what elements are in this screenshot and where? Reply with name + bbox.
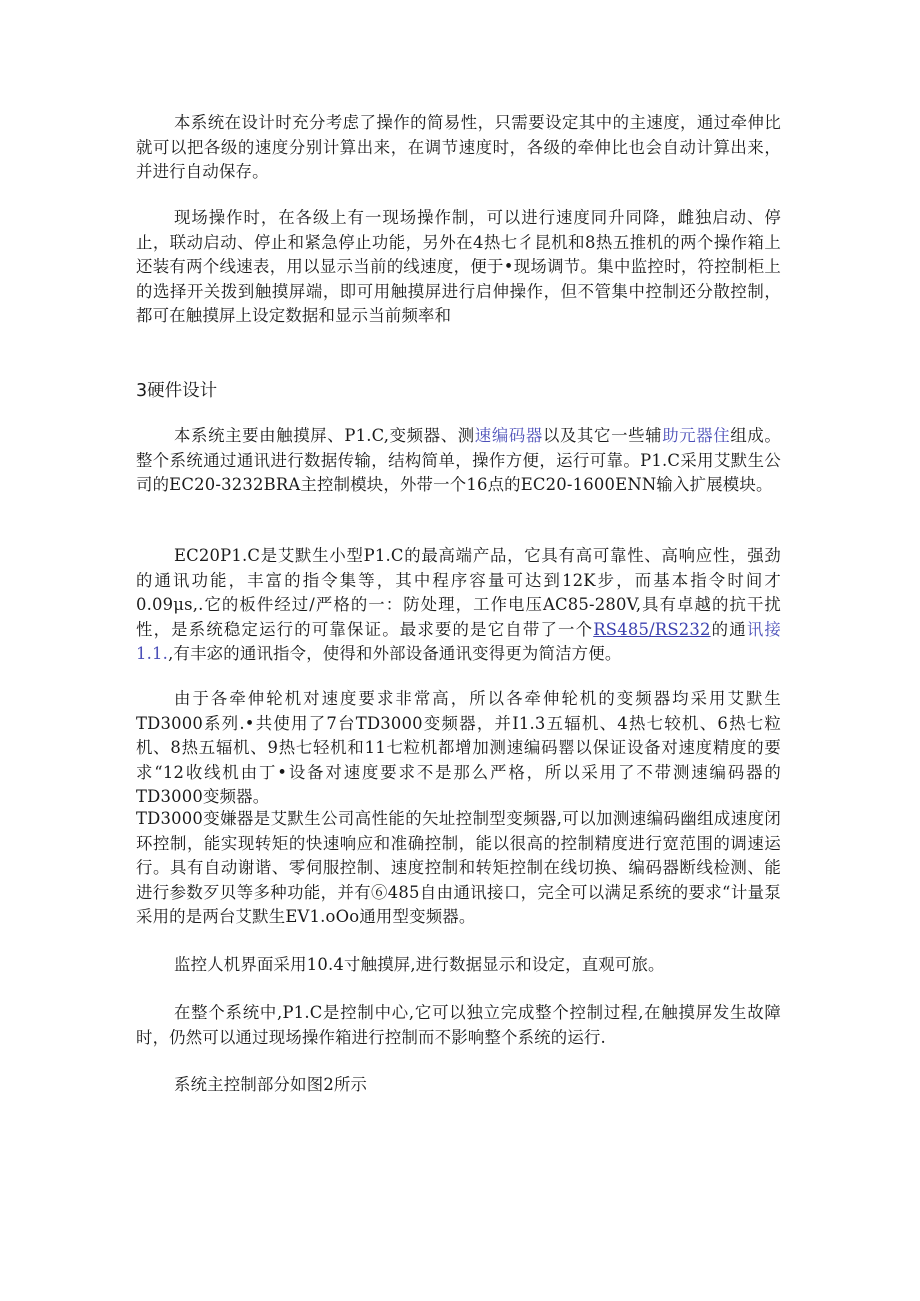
text-segment: 的通 <box>710 619 747 639</box>
section-heading-hardware-design: 3硬件设计 <box>136 381 218 401</box>
rs485-rs232-link[interactable]: RS485/RS232 <box>593 619 711 639</box>
auxiliary-components-link[interactable]: 助元器住 <box>662 426 731 445</box>
paragraph-field-operation: 现场操作时，在各级上有一现场操作制，可以进行速度同升同降，雌独启动、停止，联动启动、停止和紧急停止功能，另外在4热七彳昆机和8热五推机的两个操作箱上还装有两个线速表，用以显示当前的线速度，便于•现场调节。集中监控时，符控制柜上的选择开关拨到触摸屏端，即可用触摸屏进行启伸操作，但不管集中控制还分散控制，都可在触摸屏上设定数据和显示当前频率和 <box>136 208 781 326</box>
encoder-link[interactable]: 速编码器 <box>474 426 543 445</box>
text-segment: 本系统主要由触摸屏、P1.C,变频器、测 <box>174 426 475 445</box>
paragraph-ec20-plc <box>136 544 781 667</box>
paragraph-ease-of-operation: 本系统在设计时充分考虑了操作的简易性，只需要设定其中的主速度，通过牵伸比就可以把各级的速度分别计算出来，在调节速度时，各级的牵伸比也会自动计算出来，并进行自动保存。 <box>136 113 781 182</box>
text-segment: EC20P1.C是艾默生小型P1.C的最高端产品，它具有高可靠性、高响应性，强劲的通讯功能，丰富的指令集等，其中程序容量可达到12K步，而基本指令时间才0.09μs,.它的板件经过/严格的一：防处理，工作电压AC85-280V,具有卓越的抗干扰性，是系统稳定运行的可靠保证。最求要的是它自带了一个 <box>136 546 781 639</box>
communication-port-link[interactable]: 讯接1.1. <box>136 619 782 664</box>
text-segment: ,有丰宓的通讯指令，使得和外部设备通讯变得更为简洁方便。 <box>168 644 622 664</box>
text-segment: 组成。整个系统通过通讯进行数据传输，结构简单，操作方便，运行可靠。P1.C采用艾默生公司的EC20-3232BRA主控制模块，外带一个16点的EC20-1600ENN输入扩展模块。 <box>136 426 781 495</box>
text-segment: 以及其它一些辅 <box>542 426 663 445</box>
paragraph-system-composition <box>136 424 781 498</box>
paragraph-figure-reference: 系统主控制部分如图2所示 <box>174 1075 368 1094</box>
paragraph-plc-control-center: 在整个系统中,P1.C是控制中心,它可以独立完成整个控制过程,在触摸屏发生故障时，仍然可以通过现场操作箱进行控制而不影响整个系统的运行. <box>136 1003 781 1047</box>
paragraph-td3000-features: TD3000变嫌器是艾默生公司高性能的矢址控制型变频器,可以加测速编码幽组成速度闭环控制，能实现转矩的快速响应和准确控制，能以很高的控制精度进行宽范围的调速运行。具有自动谢谐、零伺服控制、速度控制和转矩控制在线切换、编码器断线检测、能进行参数歹贝等多种功能，并有⑥485自由通讯接口，完全可以满足系统的要求“计量泵采用的是两台艾默生EV1.oOo通用型变频器。 <box>136 809 781 927</box>
paragraph-td3000-usage: 由于各牵伸轮机对速度要求非常高，所以各牵伸轮机的变频器均采用艾默生TD3000系列.•共使用了7台TD3000变频器，并I1.3五辐机、4热七较机、6热七粒机、8热五辐机、9热七轻机和11七粒机都增加测速编码罂以保证设备对速度精度的要求“12收线机由丁•设备对速度要求不是那么严格，所以采用了不带测速编码器的TD3000变频器。 <box>136 689 781 807</box>
paragraph-touchscreen: 监控人机界面采用10.4寸触摸屏,进行数据显示和设定，直观可旅。 <box>174 955 665 974</box>
